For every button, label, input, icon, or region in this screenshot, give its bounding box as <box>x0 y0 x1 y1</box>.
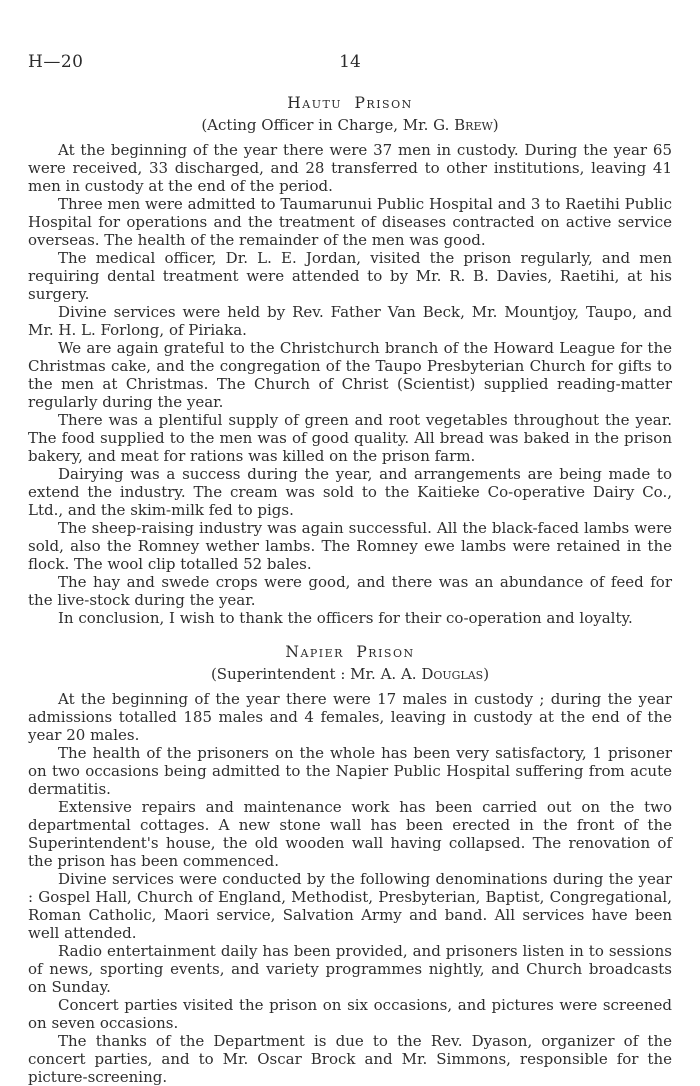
paragraph: The health of the prisoners on the whole has been very satisfactory, 1 prisoner on two occasions being admitted to the Napier Public Hospital suffering from acute dermatitis. <box>28 744 672 798</box>
doc-reference: H—20 <box>28 52 84 72</box>
paragraph: At the beginning of the year there were 17 males in custody ; during the year admissions totalled 185 males and 4 females, leaving in custody at the end of the year 20 males. <box>28 690 672 744</box>
subtitle-text: (Superintendent : Mr. A. A. <box>210 665 422 683</box>
page-header <box>28 52 672 72</box>
paragraph: Concert parties visited the prison on six occasions, and pictures were screened on seven occasions. <box>28 996 672 1032</box>
paragraph: Three men were admitted to Taumarunui Public Hospital and 3 to Raetihi Public Hospital for operations and the treatment of diseases contracted on active service overseas. The health of the remainder of the men was good. <box>28 195 672 249</box>
paragraph: We are again grateful to the Christchurch branch of the Howard League for the Christmas cake, and the congregation of the Taupo Presbyterian Church for gifts to the men at Christmas. The Church of Christ (Scientist) supplied reading-matter regularly during the year. <box>28 339 672 411</box>
section-napier-prison <box>28 643 672 1086</box>
paragraph: The sheep-raising industry was again successful. All the black-faced lambs were sold, also the Romney wether lambs. The Romney ewe lambs were retained in the flock. The wool clip totalled 52 bales. <box>28 519 672 573</box>
paragraph: Extensive repairs and maintenance work has been carried out on the two departmental cottages. A new stone wall has been erected in the front of the Superintendent's house, the old wooden wall having collapsed. The renovation of the prison has been commenced. <box>28 798 672 870</box>
paragraph: Dairying was a success during the year, and arrangements are being made to extend the industry. The cream was sold to the Kaitieke Co-operative Dairy Co., Ltd., and the skim-milk fed to pigs. <box>28 465 672 519</box>
subtitle-name: Douglas <box>421 665 484 683</box>
subtitle-name: Brew <box>454 116 493 134</box>
paragraph: At the beginning of the year there were 37 men in custody. During the year 65 were received, 33 discharged, and 28 transferred to other institutions, leaving 41 men in custody at the end of the period. <box>28 141 672 195</box>
paragraph: The hay and swede crops were good, and there was an abundance of feed for the live-stock during the year. <box>28 573 672 609</box>
subtitle-text: ) <box>483 665 490 683</box>
paragraph: Divine services were conducted by the following denominations during the year : Gospel Hall, Church of England, Methodist, Presbyterian, Baptist, Congregational, Roman Catholic, Maori service, Salvation Army and band. All services have been well attended. <box>28 870 672 942</box>
page-number: 14 <box>339 52 361 72</box>
paragraph: The thanks of the Department is due to the Rev. Dyason, organizer of the concert parties, and to Mr. Oscar Brock and Mr. Simmons, responsible for the picture-screening. <box>28 1032 672 1086</box>
paragraph: In conclusion, I wish to thank the officers for their co-operation and loyalty. <box>58 609 633 627</box>
section-subtitle <box>28 665 672 683</box>
paragraph: Radio entertainment daily has been provided, and prisoners listen in to sessions of news, sporting events, and variety programmes nightly, and Church broadcasts on Sunday. <box>28 942 672 996</box>
subtitle-text: (Acting Officer in Charge, Mr. G. <box>201 116 455 134</box>
section-hautu-prison <box>28 94 672 627</box>
section-title: Hautu Prison <box>287 94 413 112</box>
section-title: Napier Prison <box>285 643 415 661</box>
paragraph: Divine services were held by Rev. Father Van Beck, Mr. Mountjoy, Taupo, and Mr. H. L. Forlong, of Piriaka. <box>28 303 672 339</box>
paragraph: There was a plentiful supply of green and root vegetables throughout the year. The food supplied to the men was of good quality. All bread was baked in the prison bakery, and meat for rations was killed on the prison farm. <box>28 411 672 465</box>
paragraph: The medical officer, Dr. L. E. Jordan, visited the prison regularly, and men requiring dental treatment were attended to by Mr. R. B. Davies, Raetihi, at his surgery. <box>28 249 672 303</box>
subtitle-text: ) <box>492 116 499 134</box>
section-subtitle <box>28 116 672 134</box>
